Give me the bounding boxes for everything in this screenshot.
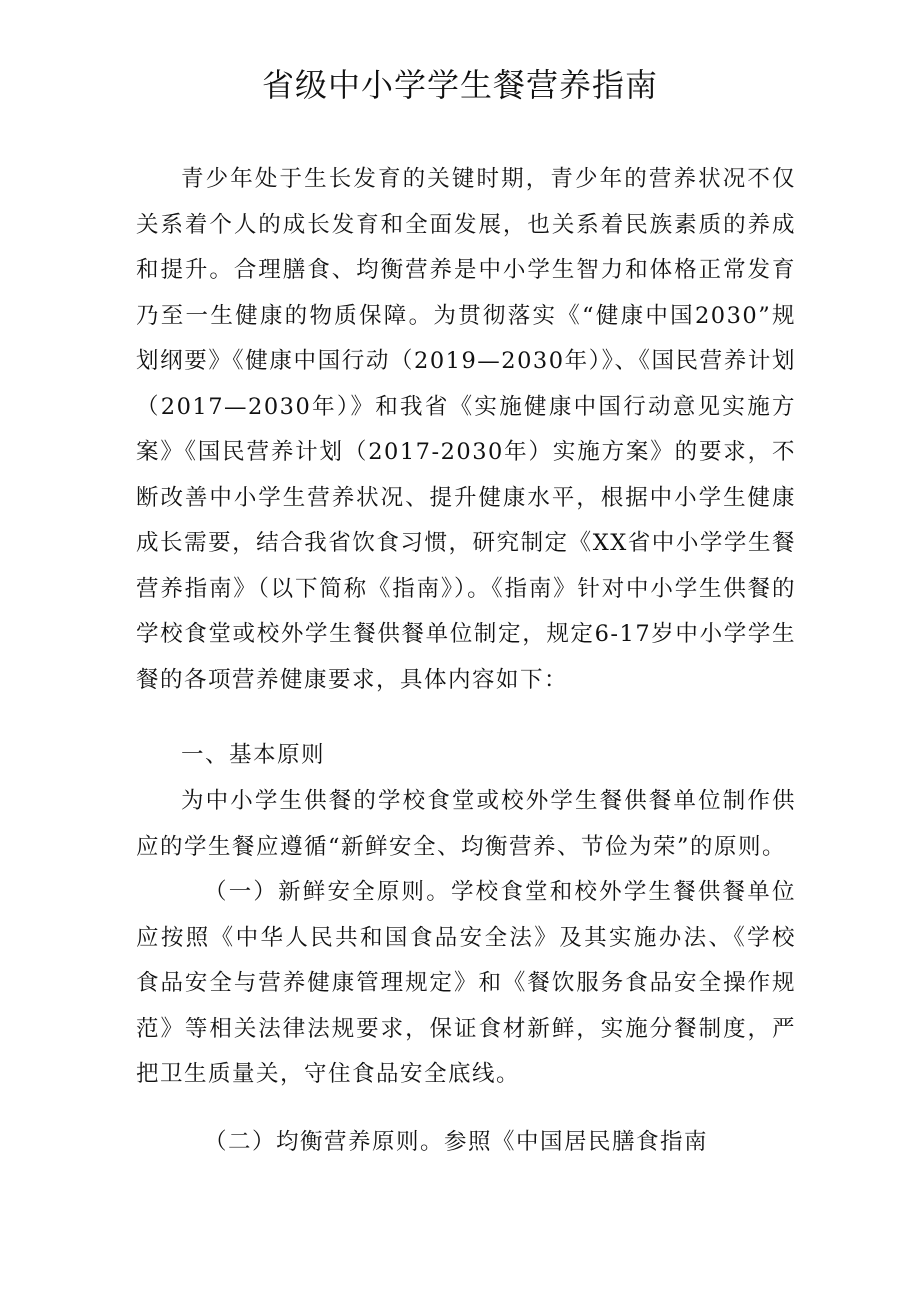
page-title: 省级中小学学生餐营养指南 [261,66,658,104]
section1-intro-paragraph: 为中小学生供餐的学校食堂或校外学生餐供餐单位制作供应的学生餐应遵循“新鲜安全、均衡营养、节俭为荣”的原则。 [136,788,796,860]
section-heading-basic-principles: 一、基本原则 [181,742,326,768]
intro-paragraph: 青少年处于生长发育的关键时期，青少年的营养状况不仅关系着个人的成长发育和全面发展，也关系着民族素质的养成和提升。合理膳食、均衡营养是中小学生智力和体格正常发育乃至一生健康的物质保障。为贯彻落实《“健康中国2030”规划纲要》《健康中国行动（2019—2030年）》、《国民营养计划（2017—2030年）》和我省《实施健康中国行动意见实施方案》《国民营养计划（2017-2030年）实施方案》的要求，不断改善中小学生营养状况、提升健康水平，根据中小学生健康成长需要，结合我省饮食习惯，研究制定《XX省中小学学生餐营养指南》（以下简称《指南》）。《指南》针对中小学生供餐的学校食堂或校外学生餐供餐单位制定，规定6-17岁中小学学生餐的各项营养健康要求，具体内容如下： [136,166,796,693]
principle-fresh-safe-paragraph: （一）新鲜安全原则。学校食堂和校外学生餐供餐单位应按照《中华人民共和国食品安全法》及其实施办法、《学校食品安全与营养健康管理规定》和《餐饮服务食品安全操作规范》等相关法律法规要求，保证食材新鲜，实施分餐制度，严把卫生质量关，守住食品安全底线。 [136,879,796,1087]
principle-balanced-nutrition-paragraph: （二）均衡营养原则。参照《中国居民膳食指南 [204,1129,709,1155]
